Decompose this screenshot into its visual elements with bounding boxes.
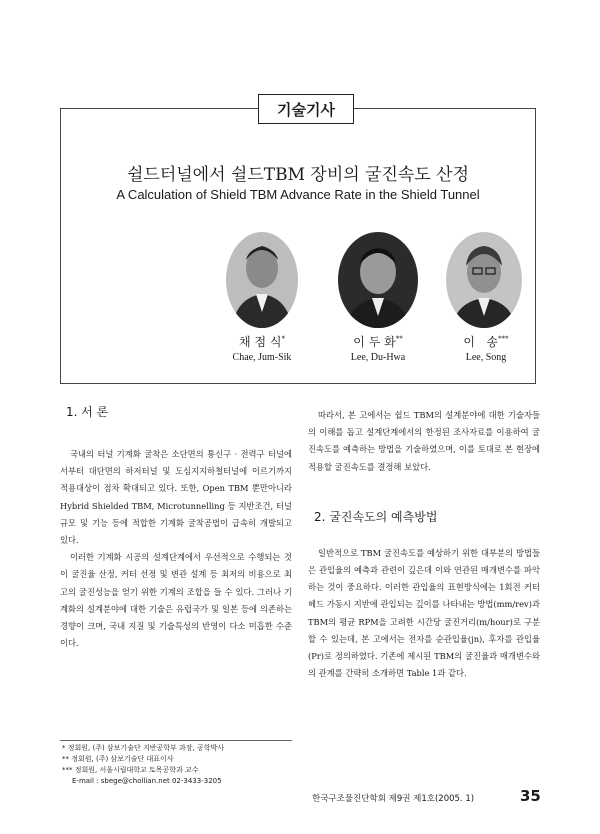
footnotes	[62, 743, 294, 787]
section-label: 기술기사	[258, 94, 354, 124]
paragraph: 국내의 터널 기계화 굴착은 소단면의 통신구 · 전력구 터널에서부터 대단면의 하저터널 및 도심지지하철터널에 이르기까지 적용대상이 점차 확대되고 있다. 또한, Open TBM 뿐만아니라 Hybrid Shielded TBM, Microtunnelling 등 지반조건, 터널 규모 및 기능 등에 적합한 기계화 굴착공법이 급속히 개발되고 있다.	[60, 449, 292, 546]
title-korean: 쉴드터널에서 쉴드TBM 장비의 굴진속도 산정	[126, 165, 470, 185]
left-column	[60, 403, 292, 652]
paragraph: 이러한 기계화 시공의 설계단계에서 우선적으로 수행되는 것이 굴진율 산정, 커터 선정 및 변관 설계 등 최저의 비용으로 최고의 굴진성능을 얻기 위한 기계의 조합을 들 수 있다. 그러나 기계화의 설계분야에 대한 기술은 유럽국가 및 일본 등에 의존하는 경향이 크며, 국내 지질 및 기술특성의 반영이 다소 미흡한 수준이다.	[60, 552, 292, 649]
paragraph: 일반적으로 TBM 굴진속도를 예상하기 위한 대부분의 방법들은 관입율의 예측과 관련이 깊은데 이와 연관된 매개변수를 파악하는 것이 중요하다. 이러한 관입율의 표현방식에는 1회전 커터헤드 가동시 지반에 관입되는 깊이를 나타내는 방법(mm/rev)과 TBM의 평균 RPM을 고려한 시간당 굴진거리(m/hour)로 구분할 수 있는데, 본 고에서는 전자를 순관입율(jn), 후자를 관입율(Pr)로 정의하였다. 기존에 제시된 TBM의 굴진율과 매개변수와의 관계를 간략히 소개하면 Table 1과 같다.	[308, 547, 540, 679]
right-column	[308, 407, 540, 682]
author-name-ko-2: 이 두 화**	[353, 335, 403, 349]
paragraph: 따라서, 본 고에서는 쉴드 TBM의 설계분야에 대한 기술자들의 이해를 돕고 설계단계에서의 한정된 조사자료를 이용하여 굴진속도를 예측하는 방법을 기술하였으며, 이를 토대로 본 현장에 적용할 굴진속도를 결정해 보았다.	[308, 410, 540, 472]
author-name-ko-1: 채 점 식*	[239, 335, 285, 349]
email-contact: E-mail : sbege@chollian.net 02-3433-3205	[72, 777, 222, 785]
footnote: * 정회원, (주) 삼보기술단 지반공학부 과장, 공학박사	[62, 744, 225, 752]
footnote: ** 정회원, (주) 삼보기술단 대표이사	[62, 755, 174, 763]
title-english: A Calculation of Shield TBM Advance Rate in the Shield Tunnel	[116, 187, 480, 202]
author-name-ko-3: 이 송***	[463, 335, 509, 349]
author-name-en-2: Lee, Du-Hwa	[350, 352, 406, 363]
page-number: 35	[520, 787, 541, 805]
footnote-divider	[60, 740, 292, 741]
author-photo-3	[446, 232, 522, 328]
author-name-en-3: Lee, Song	[465, 352, 507, 363]
author-photo-2	[338, 232, 418, 328]
author-photo-1	[226, 232, 298, 328]
journal-footer: 한국구조물진단학회 제9권 제1호(2005. 1)	[312, 794, 475, 804]
footnote: *** 정회원, 서울시립대학교 토목공학과 교수	[62, 766, 199, 774]
section-heading-2: 2. 굴진속도의 예측방법	[314, 509, 438, 524]
section-heading-1: 1. 서 론	[66, 405, 109, 419]
author-name-en-1: Chae, Jum-Sik	[232, 352, 292, 363]
